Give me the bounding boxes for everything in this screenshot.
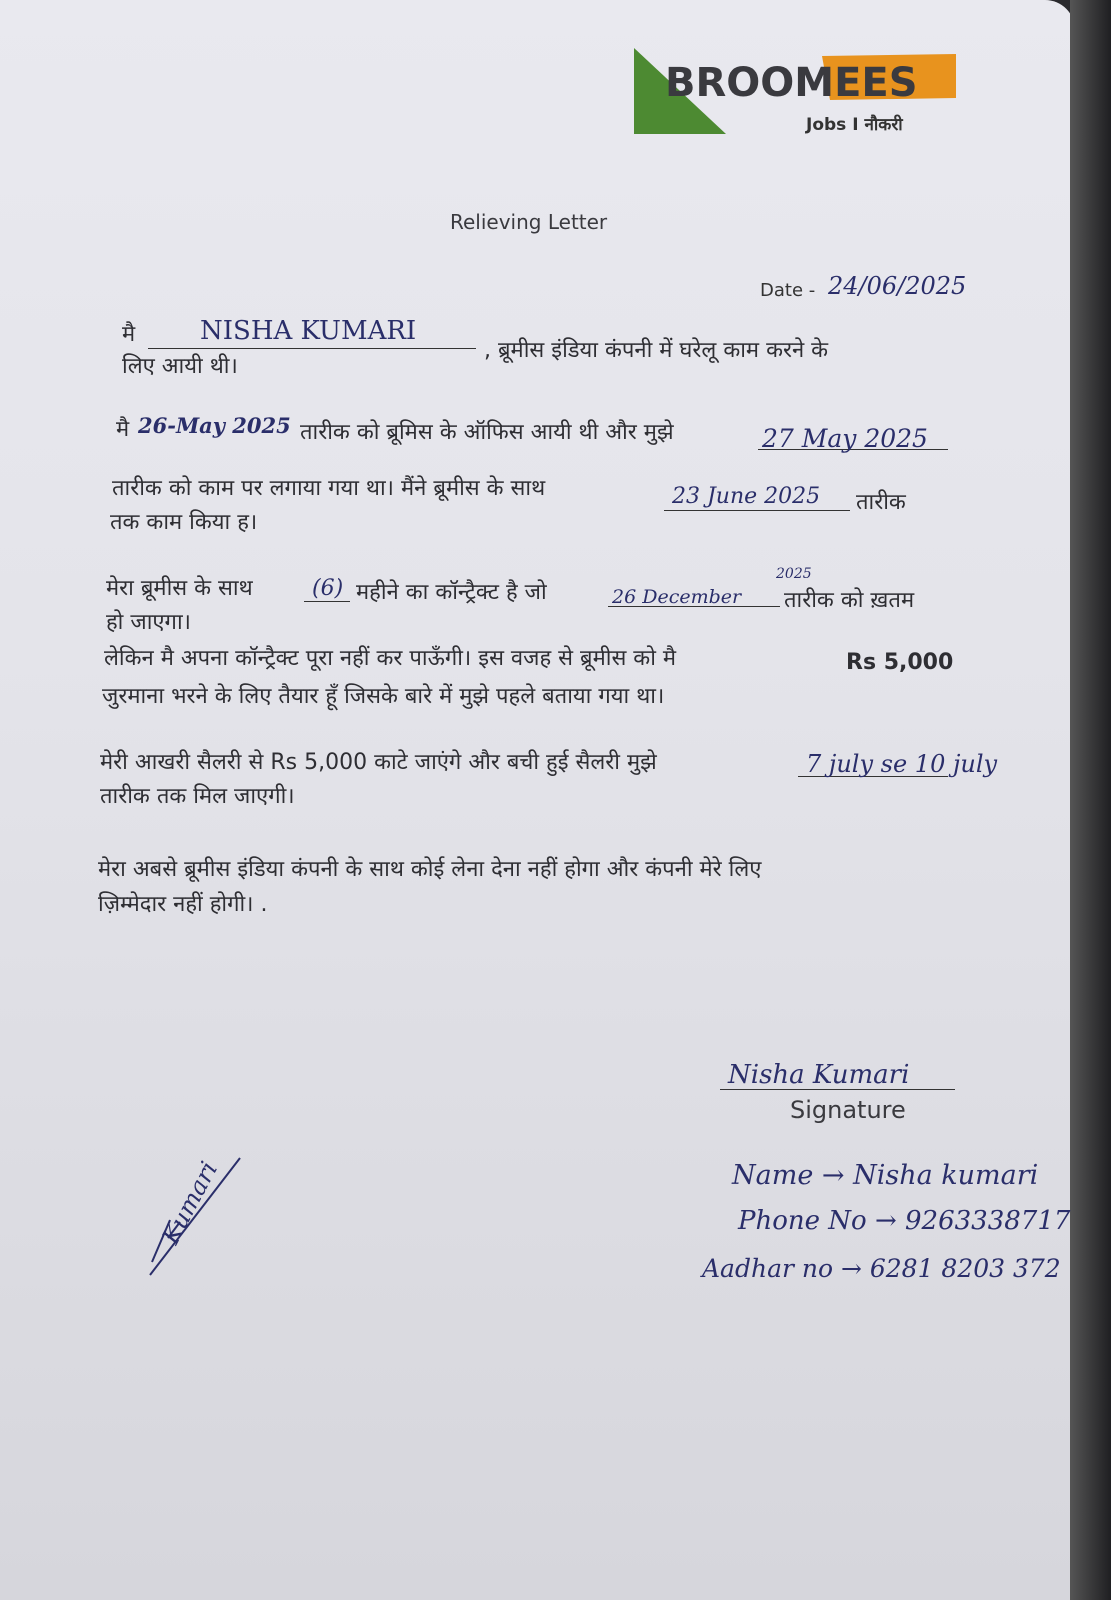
date-value: 24/06/2025 bbox=[828, 272, 967, 300]
contract-end-date: 26 December bbox=[612, 586, 742, 608]
letter-title: Relieving Letter bbox=[450, 210, 608, 234]
work-start-date: 27 May 2025 bbox=[762, 424, 928, 453]
brand-name: BROOMEES bbox=[665, 60, 918, 106]
para2-mid: तारीक को ब्रूमिस के ऑफिस आयी थी और मुझे bbox=[300, 420, 674, 445]
background-edge bbox=[1070, 0, 1111, 1600]
para1-line2: लिए आयी थी। bbox=[122, 354, 238, 379]
work-end-date: 23 June 2025 bbox=[672, 484, 821, 509]
para3-line3: लेकिन मै अपना कॉन्ट्रैक्ट पूरा नहीं कर पाऊँगी। इस वजह से ब्रूमीस को मै bbox=[104, 646, 677, 671]
para4-prefix: मेरी आखरी सैलरी से Rs 5,000 काटे जाएंगे और बची हुई सैलरी मुझे bbox=[100, 750, 657, 775]
name-underline bbox=[148, 348, 476, 349]
end-date-underline bbox=[664, 510, 850, 511]
para3-line2: हो जाएगा। bbox=[106, 610, 191, 635]
para4-line2: तारीक तक मिल जाएगी। bbox=[100, 784, 295, 809]
signature-label: Signature bbox=[790, 1096, 906, 1124]
para5-line2: ज़िम्मेदार नहीं होगी। . bbox=[98, 892, 268, 917]
brand-tagline: Jobs I नौकरी bbox=[806, 115, 903, 135]
para3-suffix: तारीक को ख़तम bbox=[784, 588, 915, 613]
para5-line1: मेरा अबसे ब्रूमीस इंडिया कंपनी के साथ कोई लेना देना नहीं होगा और कंपनी मेरे लिए bbox=[98, 857, 762, 882]
date-label: Date - bbox=[760, 280, 816, 301]
salary-date: 7 july se 10 july bbox=[806, 750, 998, 778]
para1-prefix: मै bbox=[122, 322, 136, 347]
contract-end-year: 2025 bbox=[776, 566, 812, 582]
initials-signature bbox=[140, 1150, 260, 1280]
para3-prefix: मेरा ब्रूमीस के साथ bbox=[106, 576, 253, 601]
detail-aadhaar: Aadhar no → 6281 8203 372 bbox=[702, 1254, 1061, 1283]
office-visit-date: 26-May 2025 bbox=[138, 413, 291, 438]
para2-line2-suffix: तारीक bbox=[856, 490, 906, 515]
handwritten-signature: Nisha Kumari bbox=[728, 1060, 910, 1090]
para1-suffix: , ब्रूमीस इंडिया कंपनी में घरेलू काम करने के bbox=[484, 338, 829, 363]
para2-line3: तक काम किया ह। bbox=[110, 510, 258, 535]
months-underline bbox=[304, 601, 350, 602]
signature-line bbox=[720, 1089, 955, 1090]
initials-text: Kumari bbox=[156, 1157, 224, 1249]
para2-line2-prefix: तारीक को काम पर लगाया गया था। मैंने ब्रूमीस के साथ bbox=[112, 476, 546, 501]
para3-mid: महीने का कॉन्ट्रैक्ट है जो bbox=[356, 580, 547, 605]
contract-months: (6) bbox=[312, 576, 344, 601]
employee-name: NISHA KUMARI bbox=[200, 316, 417, 346]
para2-prefix: मै bbox=[116, 417, 130, 442]
para3-line4: जुरमाना भरने के लिए तैयार हूँ जिसके बारे में मुझे पहले बताया गया था। bbox=[102, 684, 665, 709]
penalty-amount: Rs 5,000 bbox=[846, 650, 954, 675]
detail-phone: Phone No → 9263338717 bbox=[738, 1206, 1071, 1236]
detail-name: Name → Nisha kumari bbox=[732, 1160, 1039, 1191]
